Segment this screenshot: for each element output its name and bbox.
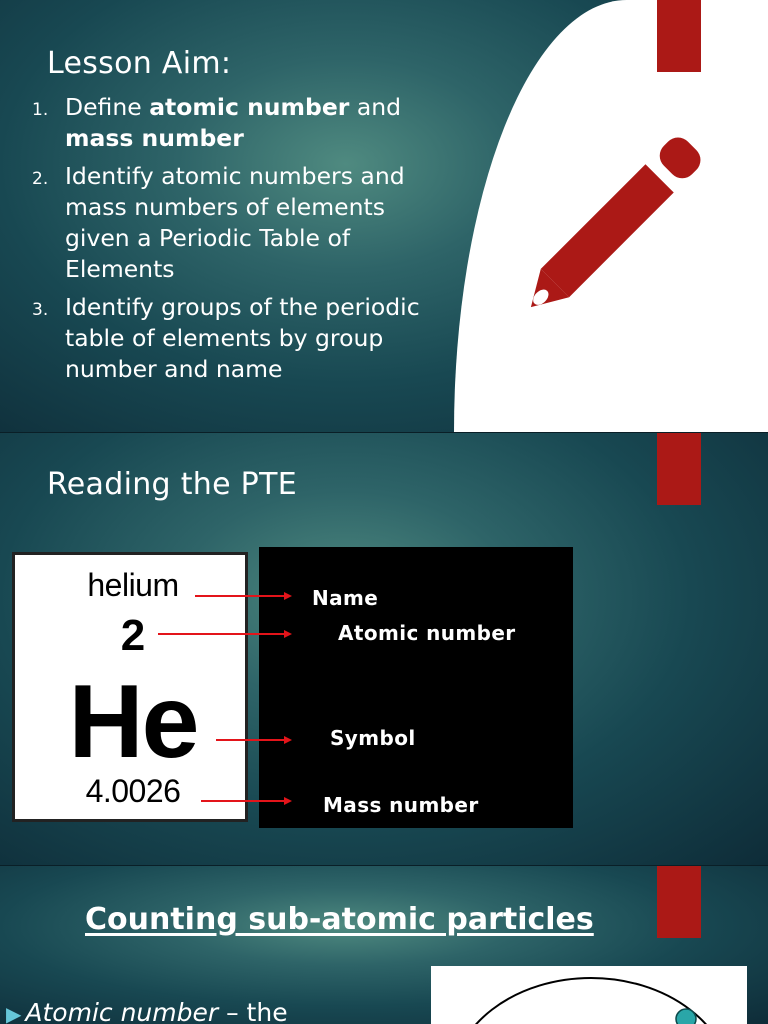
label-symbol: Symbol — [330, 726, 416, 750]
list-text: Identify groups of the periodic table of elements by group number and name — [65, 293, 420, 383]
pencil-icon — [520, 118, 720, 318]
triangle-bullet-icon: ▶ — [6, 1002, 22, 1024]
list-item — [26, 292, 456, 385]
slide-lesson-aim — [0, 0, 768, 432]
label-atomic-number: Atomic number — [338, 621, 516, 645]
element-mass: 4.0026 — [85, 773, 181, 809]
bullet-italic-term: Atomic number — [25, 998, 219, 1024]
atom-orbit-icon — [431, 966, 747, 1024]
list-number: 1. — [32, 100, 49, 120]
section-title: Reading the PTE — [47, 467, 297, 502]
atom-diagram — [431, 966, 747, 1024]
slide-reading-pte — [0, 433, 768, 865]
section-title: Counting sub-atomic particles — [85, 902, 594, 937]
accent-bar — [657, 0, 701, 72]
bullet-item — [6, 998, 288, 1024]
element-name: helium — [87, 567, 179, 603]
list-item — [26, 161, 456, 285]
list-text: Define — [65, 93, 150, 121]
list-number: 3. — [32, 300, 49, 320]
list-text: and — [349, 93, 402, 121]
accent-bar — [657, 866, 701, 938]
lesson-aim-list — [26, 92, 456, 392]
list-item — [26, 92, 456, 154]
list-bold-term: atomic number — [149, 93, 350, 121]
label-name: Name — [312, 586, 379, 610]
label-mass-number: Mass number — [323, 793, 479, 817]
element-symbol: He — [68, 664, 198, 780]
list-text: Identify atomic numbers and mass numbers of elements given a Periodic Table of Elements — [65, 162, 405, 283]
bullet-text: – the — [218, 998, 288, 1024]
page-title: Lesson Aim: — [47, 46, 232, 81]
list-bold-term: mass number — [65, 124, 244, 152]
element-atomic-number: 2 — [120, 611, 146, 660]
pointer-arrows — [0, 433, 768, 865]
slide-counting-particles — [0, 866, 768, 1024]
list-number: 2. — [32, 169, 49, 189]
